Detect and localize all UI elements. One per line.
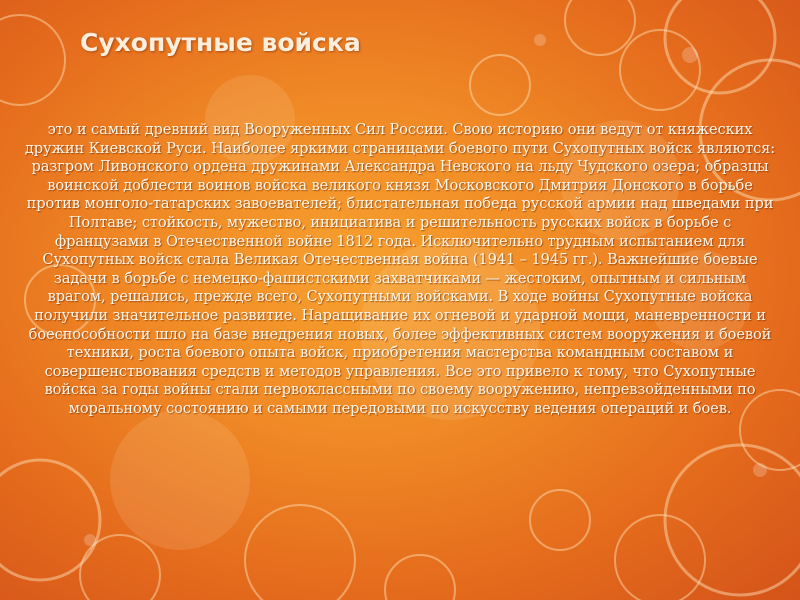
decor-dot xyxy=(753,463,767,477)
decor-dot xyxy=(84,534,96,546)
decor-ring xyxy=(665,445,800,595)
decor-ring xyxy=(530,490,590,550)
decor-ring xyxy=(470,55,530,115)
decor-ring xyxy=(615,515,705,600)
slide-title: Сухопутные войска xyxy=(80,28,361,57)
decor-ring xyxy=(0,15,65,105)
decor-spot xyxy=(110,410,250,550)
slide-body-text: это и самый древний вид Вооруженных Сил России. Свою историю они ведут от княжеских дружин Киевской Руси. Наиболее яркими страницами боевого пути Сухопутных войск являются: разгром Ливонского ордена дружинами Александра Невского на льду Чудского озера; образцы воинской доблести воинов войска великого князя Московского Дмитрия Донского в борьбе против монголо-татарских завоевателей; блистательная победа русской армии над шведами при Полтаве; стойкость, мужество, инициатива и решительность русских войск в борьбе с французами в Отечественной войне 1812 года. Исключительно трудным испытанием для Сухопутных войск стала Великая Отечественная война (1941 – 1945 гг.). Важнейшие боевые задачи в борьбе с немецко-фашистскими захватчиками — жестоким, опытным и сильным врагом, решались, прежде всего, Сухопутными войсками. В ходе войны Сухопутные войска получили значительное развитие. Наращивание их огневой и ударной мощи, маневренности и боеспособности шло на базе внедрения новых, более эффективных систем вооружения и боевой техники, роста боевого опыта войск, приобретения мастерства командным составом и совершенствования средств и методов управления. Все это привело к тому, что Сухопутные войска за годы войны стали первоклассными по своему вооружению, непревзойденными по моральному состоянию и самыми передовыми по искусству ведения операций и боев. xyxy=(24,121,776,417)
decor-ring xyxy=(245,505,355,600)
decor-ring xyxy=(385,555,455,600)
decor-ring xyxy=(0,460,100,580)
